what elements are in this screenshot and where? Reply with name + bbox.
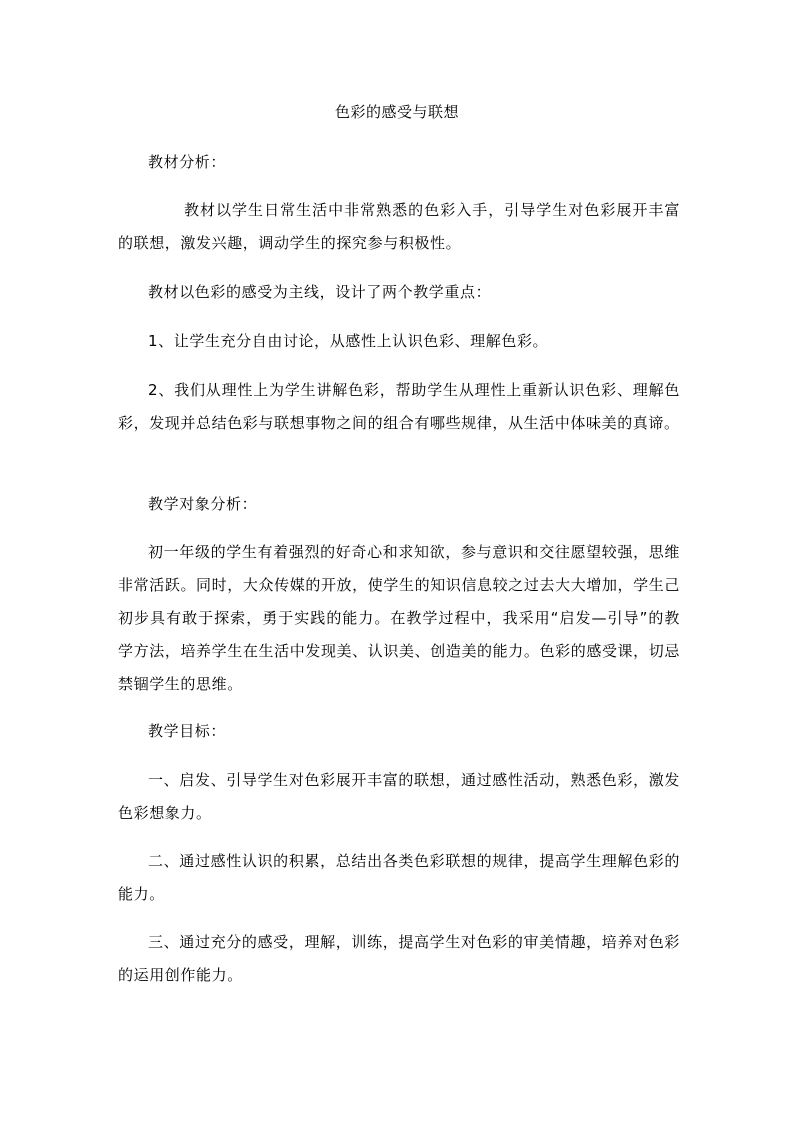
paragraph-goal-2: 二、通过感性认识的积累，总结出各类色彩联想的规律，提高学生理解色彩的能力。 [118,852,680,903]
paragraph-teaching-focus: 教材以色彩的感受为主线，设计了两个教学重点： [148,283,492,301]
paragraph-focus-2: 2、我们从理性上为学生讲解色彩，帮助学生从理性上重新认识色彩、理解色彩，发现并总结色彩与联想事物之间的组合有哪些规律，从生活中体味美的真谛。 [118,381,680,432]
paragraph-textbook-intro: 教材以学生日常生活中非常熟悉的色彩入手，引导学生对色彩展开丰富的联想，激发兴趣，调动学生的探究参与积极性。 [118,201,680,252]
paragraph-student-analysis: 初一年级的学生有着强烈的好奇心和求知欲，参与意识和交往愿望较强，思维非常活跃。同时，大众传媒的开放，使学生的知识信息较之过去大大增加，学生己初步具有敢于探索，勇于实践的能力。在教学过程中，我采用“启发—引导”的教学方法，培养学生在生活中发现美、认识美、创造美的能力。色彩的感受课，切忌禁锢学生的思维。 [118,543,680,693]
document-title: 色彩的感受与联想 [334,103,459,121]
paragraph-goal-3: 三、通过充分的感受，理解，训练，提高学生对色彩的审美情趣，培养对色彩的运用创作能力。 [118,933,680,984]
section-heading-student-analysis: 教学对象分析： [148,495,258,513]
section-heading-textbook-analysis: 教材分析： [148,153,227,171]
paragraph-focus-1: 1、让学生充分自由讨论，从感性上认识色彩、理解色彩。 [148,332,549,350]
section-heading-teaching-goals: 教学目标： [148,722,227,740]
paragraph-goal-1: 一、启发、引导学生对色彩展开丰富的联想，通过感性活动，熟悉色彩，激发色彩想象力。 [118,771,680,822]
